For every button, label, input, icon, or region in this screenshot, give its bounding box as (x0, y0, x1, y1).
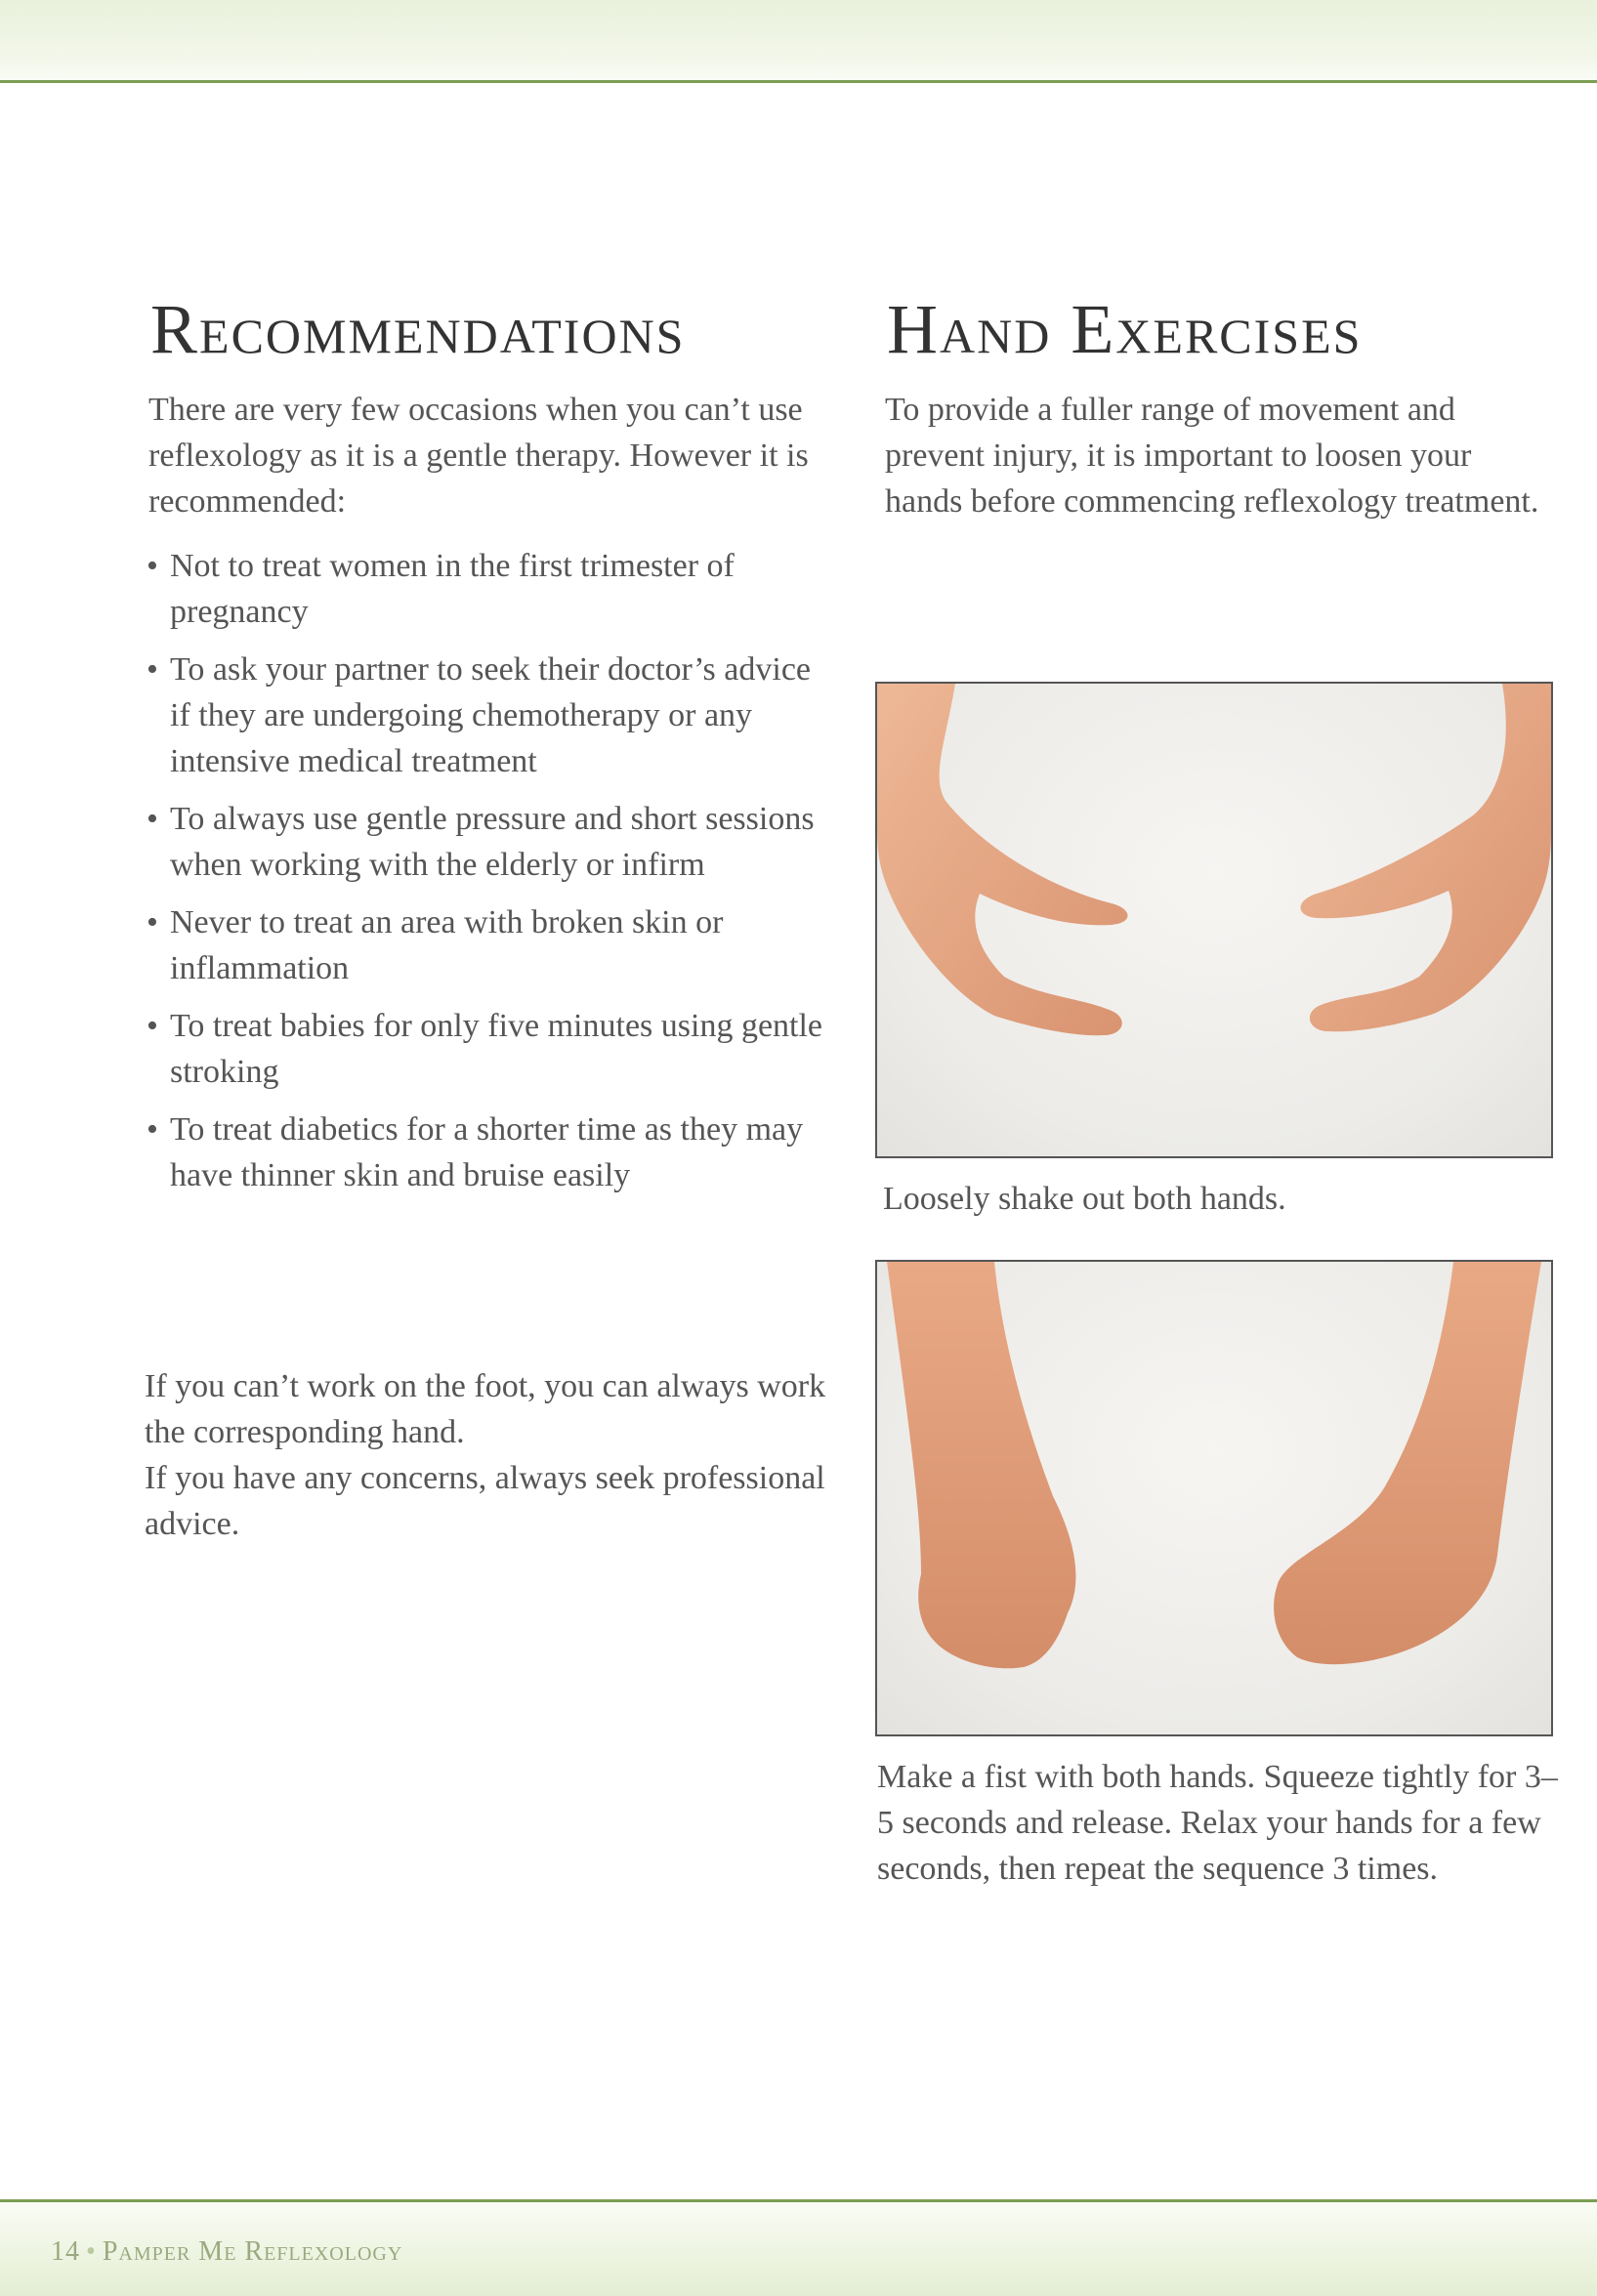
list-item (147, 647, 830, 784)
top-rule (0, 80, 1597, 83)
footer-separator: • (86, 2236, 97, 2267)
bullet-icon: • (147, 1111, 158, 1148)
page-footer (51, 2236, 402, 2268)
recommendations-list (147, 543, 830, 1210)
page-number: 14 (51, 2236, 80, 2267)
list-item-text: Never to treat an area with broken skin or inflammation (170, 904, 724, 986)
hands-open-illustration (877, 684, 1551, 1156)
photo-shake-hands (875, 682, 1553, 1158)
left-hand-shape (877, 684, 1128, 1035)
hand-exercises-heading: Hand Exercises (887, 290, 1363, 368)
right-hand-shape (1301, 684, 1552, 1031)
caption-make-fist: Make a fist with both hands. Squeeze tightly for 3–5 seconds and release. Relax your hands for a few seconds, then repeat the sequence 3 times. (877, 1759, 1558, 1887)
bullet-icon: • (147, 904, 158, 940)
list-item-text: To always use gentle pressure and short sessions when working with the elderly or infirm (170, 801, 815, 883)
list-item (147, 899, 830, 991)
bottom-rule (0, 2199, 1597, 2202)
list-item (147, 543, 830, 635)
outro-line-advice: If you have any concerns, always seek professional advice. (145, 1460, 825, 1542)
recommendations-outro (145, 1363, 828, 1547)
list-item (147, 796, 830, 888)
list-item-text: To ask your partner to seek their doctor’s advice if they are undergoing chemotherapy or any intensive medical treatment (170, 651, 811, 779)
footer-book-title: Pamper Me Reflexology (102, 2236, 403, 2267)
recommendations-intro: There are very few occasions when you can’t use reflexology as it is a gentle therapy. However it is recommended: (148, 392, 809, 520)
caption-shake-hands: Loosely shake out both hands. (883, 1181, 1286, 1217)
list-item (147, 1003, 830, 1095)
fists-illustration (877, 1262, 1551, 1734)
list-item-text: To treat babies for only five minutes using gentle stroking (170, 1008, 823, 1090)
list-item-text: To treat diabetics for a shorter time as they may have thinner skin and bruise easily (170, 1111, 804, 1193)
photo-make-fist (875, 1260, 1553, 1736)
bullet-icon: • (147, 548, 158, 584)
top-band (0, 0, 1597, 84)
list-item (147, 1106, 830, 1198)
recommendations-heading: Recommendations (150, 290, 686, 368)
right-fist-shape (1274, 1262, 1541, 1664)
list-item-text: Not to treat women in the first trimester of pregnancy (170, 548, 735, 630)
outro-line-foot: If you can’t work on the foot, you can always work the corresponding hand. (145, 1368, 826, 1450)
bullet-icon: • (147, 801, 158, 837)
left-fist-shape (887, 1262, 1075, 1668)
bullet-icon: • (147, 651, 158, 688)
bullet-icon: • (147, 1008, 158, 1044)
hand-exercises-intro: To provide a fuller range of movement and prevent injury, it is important to loosen your hands before commencing reflexology treatment. (885, 392, 1539, 520)
